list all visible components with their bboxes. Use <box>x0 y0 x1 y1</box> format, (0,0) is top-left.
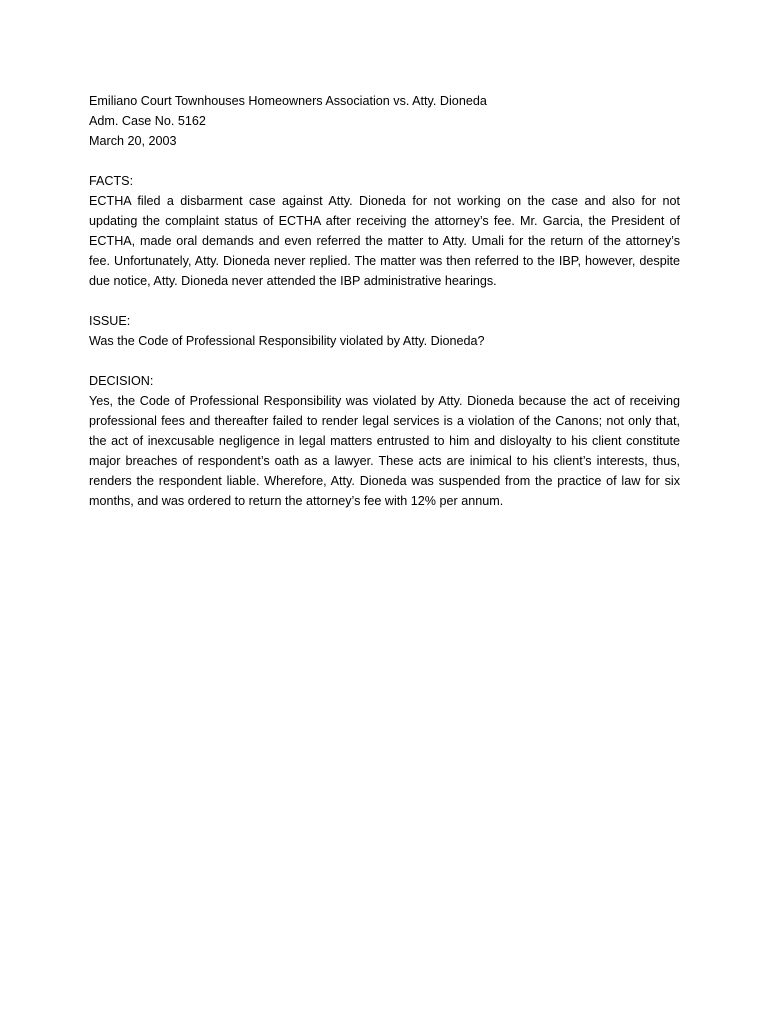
facts-body: ECTHA filed a disbarment case against Atty. Dioneda for not working on the case and also for not updating the complaint status of ECTHA after receiving the attorney’s fee. Mr. Garcia, the President of ECTHA, made oral demands and even referred the matter to Atty. Umali for the return of the attorney’s fee. Unfortunately, Atty. Dioneda never replied. The matter was then referred to the IBP, however, despite due notice, Atty. Dioneda never attended the IBP administrative hearings. <box>89 194 680 288</box>
facts-heading: FACTS: <box>89 174 134 188</box>
spacer <box>89 351 680 371</box>
case-number: Adm. Case No. 5162 <box>89 114 206 128</box>
issue-heading: ISSUE: <box>89 314 131 328</box>
decision-heading: DECISION: <box>89 374 154 388</box>
issue-body: Was the Code of Professional Responsibility violated by Atty. Dioneda? <box>89 334 485 348</box>
spacer <box>89 151 680 171</box>
document-page <box>89 91 680 511</box>
decision-body: Yes, the Code of Professional Responsibility was violated by Atty. Dioneda because the act of receiving professional fees and thereafter failed to render legal services is a violation of the Canons; not only that, the act of inexcusable negligence in legal matters entrusted to him and disloyalty to his client constitute major breaches of respondent’s oath as a lawyer. These acts are inimical to his client’s interests, thus, renders the respondent liable. Wherefore, Atty. Dioneda was suspended from the practice of law for six months, and was ordered to return the attorney’s fee with 12% per annum. <box>89 394 680 508</box>
spacer <box>89 291 680 311</box>
case-date: March 20, 2003 <box>89 134 177 148</box>
case-title: Emiliano Court Townhouses Homeowners Association vs. Atty. Dioneda <box>89 94 487 108</box>
